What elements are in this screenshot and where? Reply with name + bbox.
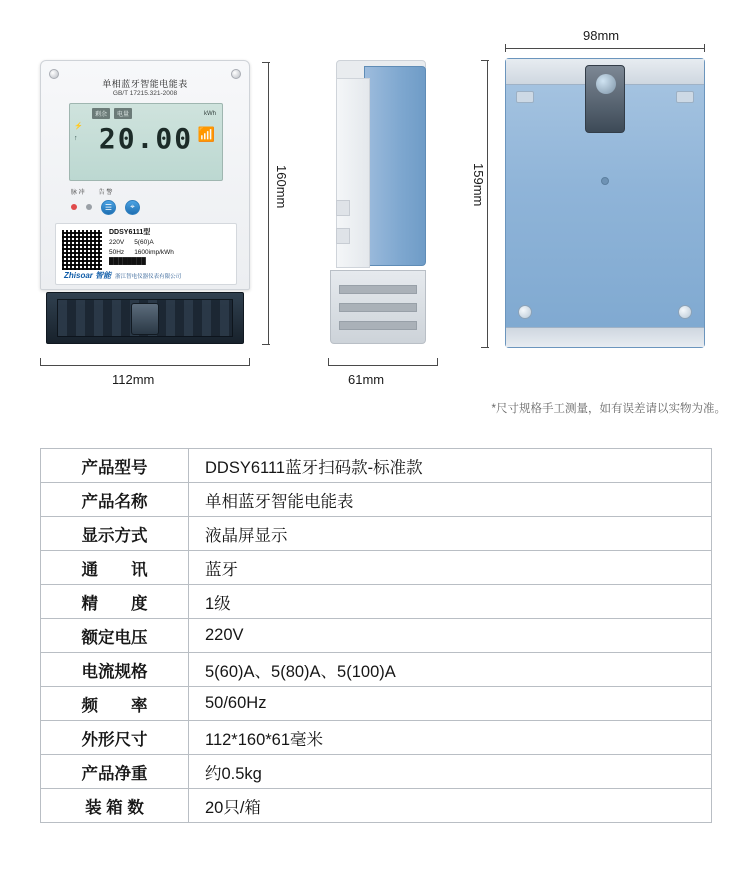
spec-key: 频 率 xyxy=(41,687,189,721)
spec-value: DDSY6111蓝牙扫码款-标准款 xyxy=(189,449,712,483)
arrow-up-icon: ↑ xyxy=(74,135,78,142)
spec-key: 精 度 xyxy=(41,585,189,619)
dim-tick xyxy=(505,44,506,52)
dim-tick xyxy=(437,358,438,366)
table-row xyxy=(41,789,712,823)
nameplate-brand-line xyxy=(64,270,230,281)
spec-value: 约0.5kg xyxy=(189,755,712,789)
side-blue-cover xyxy=(364,66,426,266)
nameplate-constant: 1600imp/kWh xyxy=(134,248,174,256)
dim-front-height-label: 160mm xyxy=(274,165,289,209)
meter-standard-print: GB/T 17215.321-2008 xyxy=(112,90,178,97)
back-mount-tab xyxy=(516,91,534,103)
meter-front-body xyxy=(40,60,250,290)
side-slot xyxy=(339,303,417,312)
spec-value: 50/60Hz xyxy=(189,687,712,721)
dim-side-width-label: 61mm xyxy=(348,372,385,387)
dim-line-back-width xyxy=(505,48,705,49)
spec-key: 显示方式 xyxy=(41,517,189,551)
table-row xyxy=(41,687,712,721)
spec-value: 5(60)A、5(80)A、5(100)A xyxy=(189,653,712,687)
nameplate-frequency: 50Hz xyxy=(109,248,125,256)
pulse-led-icon xyxy=(71,204,77,210)
brand-logo: Zhisoar 智能 xyxy=(64,271,112,280)
dim-front-width-label: 112mm xyxy=(112,372,155,387)
lcd-remaining-tag: 剩余 xyxy=(92,108,110,119)
alarm-led-icon xyxy=(86,204,92,210)
side-slot xyxy=(339,285,417,294)
back-center-screw-icon xyxy=(601,177,609,185)
spec-value: 蓝牙 xyxy=(189,551,712,585)
table-row xyxy=(41,653,712,687)
table-row xyxy=(41,449,712,483)
lcd-top-bar xyxy=(92,108,216,119)
dim-back-height-label: 159mm xyxy=(471,163,486,207)
legend-pulse-label: 脉 冲 xyxy=(71,190,85,196)
dim-tick xyxy=(481,347,489,348)
dim-tick xyxy=(262,62,270,63)
table-row xyxy=(41,755,712,789)
table-row xyxy=(41,721,712,755)
din-rail-clip-icon xyxy=(585,65,625,133)
meter-back-view xyxy=(505,58,705,348)
spec-value: 20只/箱 xyxy=(189,789,712,823)
spec-key: 外形尺寸 xyxy=(41,721,189,755)
display-button[interactable]: ☰ xyxy=(101,200,116,215)
back-mount-hole-icon xyxy=(518,305,532,319)
spec-key: 通 讯 xyxy=(41,551,189,585)
bluetooth-icon: 📶 xyxy=(197,126,215,142)
dim-tick xyxy=(249,358,250,366)
company-name: 浙江智电仪器仪表有限公司 xyxy=(115,273,182,280)
dim-line-front-width xyxy=(40,365,250,366)
lightning-icon: ⚡ xyxy=(74,123,83,130)
dim-tick xyxy=(40,358,41,366)
nameplate-barcode: ████████ xyxy=(109,257,146,265)
spec-key: 产品型号 xyxy=(41,449,189,483)
meter-title-print: 单相蓝牙智能电能表 xyxy=(102,79,188,89)
lcd-value: 20.00 xyxy=(98,122,194,155)
meter-button-row xyxy=(71,198,221,216)
side-notch xyxy=(336,228,350,244)
spec-value: 单相蓝牙智能电能表 xyxy=(189,483,712,517)
table-row xyxy=(41,585,712,619)
spec-key: 电流规格 xyxy=(41,653,189,687)
specification-table xyxy=(40,448,712,823)
table-row xyxy=(41,483,712,517)
table-row xyxy=(41,551,712,585)
lcd-unit-label: kWh xyxy=(204,110,216,117)
meter-nameplate xyxy=(55,223,237,285)
specification-table-wrapper xyxy=(40,448,712,823)
terminal-block xyxy=(46,292,244,344)
terminal-clip-icon xyxy=(131,303,159,335)
meter-front-view xyxy=(40,60,250,345)
indicator-legend xyxy=(71,187,221,196)
spec-value: 220V xyxy=(189,619,712,653)
bluetooth-button[interactable]: ⌖ xyxy=(125,200,140,215)
meter-lcd-screen xyxy=(69,103,223,181)
nameplate-current: 5(60)A xyxy=(134,239,154,247)
spec-key: 额定电压 xyxy=(41,619,189,653)
nameplate-model: DDSY6111型 xyxy=(109,229,151,236)
spec-key: 装 箱 数 xyxy=(41,789,189,823)
back-bottom-rail xyxy=(506,327,704,347)
spec-key: 产品净重 xyxy=(41,755,189,789)
back-mount-hole-icon xyxy=(678,305,692,319)
side-notch xyxy=(336,200,350,216)
table-row xyxy=(41,619,712,653)
lcd-energy-tag: 电量 xyxy=(114,108,132,119)
dim-line-front-height xyxy=(268,62,269,345)
measurement-note: *尺寸规格手工测量，如有误差请以实物为准。 xyxy=(491,403,726,415)
spec-key: 产品名称 xyxy=(41,483,189,517)
product-photo-area xyxy=(0,0,750,430)
spec-value: 1级 xyxy=(189,585,712,619)
dim-tick xyxy=(481,60,489,61)
spec-value: 112*160*61毫米 xyxy=(189,721,712,755)
nameplate-voltage: 220V xyxy=(109,239,125,247)
legend-alarm-label: 告 警 xyxy=(98,190,113,196)
dim-line-back-height xyxy=(487,60,488,348)
specification-table-body xyxy=(41,449,712,823)
dim-tick xyxy=(328,358,329,366)
table-row xyxy=(41,517,712,551)
side-slot xyxy=(339,321,417,330)
back-mount-tab xyxy=(676,91,694,103)
side-terminal-cover xyxy=(330,270,426,344)
dim-line-side-width xyxy=(328,365,438,366)
qr-code-icon xyxy=(61,229,103,271)
dim-back-width-label: 98mm xyxy=(577,28,625,43)
spec-value: 液晶屏显示 xyxy=(189,517,712,551)
meter-side-view xyxy=(320,60,430,345)
dim-tick xyxy=(262,344,270,345)
dim-tick xyxy=(704,44,705,52)
